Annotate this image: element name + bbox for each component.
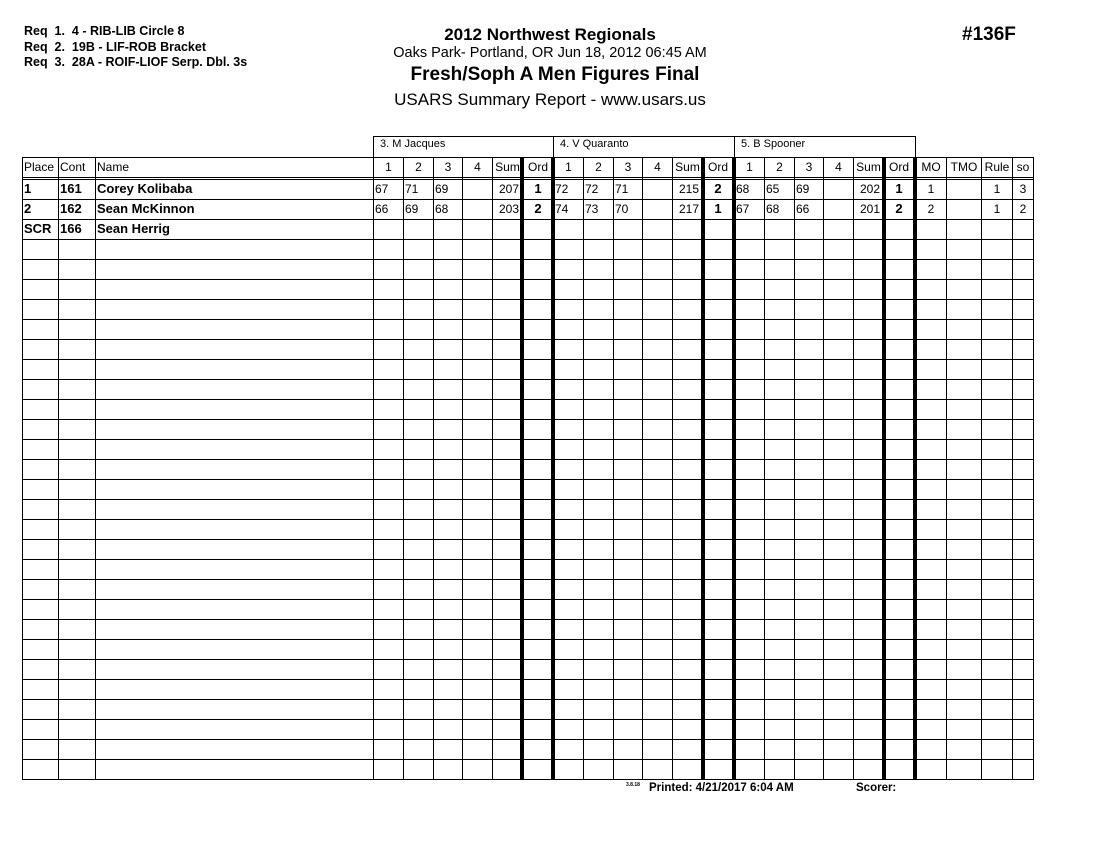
grid-line bbox=[853, 157, 854, 780]
col-header-judge3-4: 4 bbox=[474, 160, 481, 174]
col-header-name: Name bbox=[97, 160, 130, 174]
cell-j4-6 bbox=[704, 219, 732, 239]
col-header-judge4-5: Sum bbox=[675, 160, 700, 174]
cell-so: 2 bbox=[1019, 202, 1027, 216]
grid-line bbox=[403, 157, 404, 780]
requirement-1: Req 1. 4 - RIB-LIB Circle 8 bbox=[24, 24, 185, 38]
cell-j3-6: 1 bbox=[534, 181, 542, 196]
judge-header-5: 5. B Spooner bbox=[734, 136, 916, 157]
cell-j3-6: 2 bbox=[534, 201, 542, 216]
cell-j5-5 bbox=[855, 219, 882, 239]
cell-j5-3 bbox=[796, 219, 822, 239]
col-header-judge4-6: Ord bbox=[707, 160, 728, 174]
col-header-cont: Cont bbox=[60, 160, 86, 174]
cell-j5-4 bbox=[825, 179, 852, 199]
col-header-judge5-6: Ord bbox=[888, 160, 909, 174]
grid-line bbox=[492, 157, 493, 780]
cell-j5-6: 2 bbox=[895, 201, 903, 216]
cell-j5-1: 68 bbox=[736, 182, 750, 196]
cell-j4-1: 74 bbox=[555, 202, 569, 216]
grid-line bbox=[433, 157, 434, 780]
col-header-place: Place bbox=[24, 160, 55, 174]
cell-so bbox=[1014, 219, 1032, 239]
cell-j3-2 bbox=[405, 219, 432, 239]
cell-j5-5: 202 bbox=[859, 182, 880, 196]
cell-j5-1 bbox=[736, 219, 763, 239]
cell-name: Sean McKinnon bbox=[97, 201, 195, 216]
cell-j3-3 bbox=[435, 219, 461, 239]
cell-j4-3 bbox=[615, 219, 641, 239]
col-header-judge3-2: 2 bbox=[415, 160, 422, 174]
col-header-tmo: TMO bbox=[950, 160, 978, 174]
cell-j5-2: 68 bbox=[766, 202, 780, 216]
grid-line bbox=[613, 157, 614, 780]
cell-mo: 2 bbox=[927, 202, 935, 216]
cell-j3-3: 68 bbox=[435, 202, 449, 216]
cell-j5-4 bbox=[825, 219, 852, 239]
cell-cont: 166 bbox=[60, 221, 82, 236]
col-header-judge5-1: 1 bbox=[746, 160, 753, 174]
col-header-judge4-3: 3 bbox=[624, 160, 632, 174]
col-header-judge3-1: 1 bbox=[385, 160, 392, 174]
cell-place: 2 bbox=[24, 201, 32, 216]
cell-j5-3: 69 bbox=[796, 182, 810, 196]
grid-line bbox=[981, 157, 982, 780]
cell-j5-6 bbox=[885, 219, 913, 239]
grid-line bbox=[764, 157, 765, 780]
cell-j3-2: 71 bbox=[405, 182, 419, 196]
cell-j3-4 bbox=[464, 199, 491, 219]
grid-line bbox=[1012, 157, 1013, 780]
cell-j5-6: 1 bbox=[895, 181, 903, 196]
cell-j3-1 bbox=[375, 219, 402, 239]
cell-cont: 161 bbox=[60, 181, 82, 196]
grid-line bbox=[1033, 157, 1034, 780]
report-title: USARS Summary Report - www.usars.us bbox=[394, 90, 706, 109]
col-header-judge5-2: 2 bbox=[776, 160, 783, 174]
cell-rule: 1 bbox=[993, 182, 1001, 196]
col-header-rule: Rule bbox=[984, 160, 1010, 174]
cell-j4-1: 72 bbox=[555, 182, 569, 196]
judge-header-3: 3. M Jacques bbox=[373, 136, 554, 157]
cell-j5-5: 201 bbox=[859, 202, 880, 216]
grid-line-thick bbox=[882, 157, 886, 780]
cell-j3-6 bbox=[524, 219, 552, 239]
cell-j4-4 bbox=[644, 199, 671, 219]
version-label: 3.8.18 bbox=[626, 782, 640, 788]
cell-j4-2: 72 bbox=[585, 182, 599, 196]
cell-j5-4 bbox=[825, 199, 852, 219]
grid-line bbox=[672, 157, 673, 780]
cell-j3-4 bbox=[464, 219, 491, 239]
grid-line-thick bbox=[913, 157, 917, 780]
cell-j4-3: 71 bbox=[615, 182, 629, 196]
judge-header-4: 4. V Quaranto bbox=[553, 136, 735, 157]
cell-j4-2: 73 bbox=[585, 202, 599, 216]
cell-tmo bbox=[948, 179, 980, 199]
cell-j4-5 bbox=[674, 219, 701, 239]
cell-j4-1 bbox=[555, 219, 582, 239]
cell-j3-5: 203 bbox=[498, 202, 519, 216]
cell-tmo bbox=[948, 219, 980, 239]
grid-line-thick bbox=[551, 157, 555, 780]
cell-mo bbox=[917, 219, 945, 239]
cell-j3-3: 69 bbox=[435, 182, 449, 196]
cell-j3-2: 69 bbox=[405, 202, 419, 216]
col-header-so: so bbox=[1016, 160, 1030, 174]
cell-j5-1: 67 bbox=[736, 202, 750, 216]
cell-j4-6: 2 bbox=[714, 181, 722, 196]
cell-so: 3 bbox=[1019, 182, 1027, 196]
cell-j5-2: 65 bbox=[766, 182, 780, 196]
cell-tmo bbox=[948, 199, 980, 219]
grid-line bbox=[583, 157, 584, 780]
col-header-judge4-4: 4 bbox=[654, 160, 661, 174]
grid-line bbox=[946, 157, 947, 780]
cell-j4-5: 215 bbox=[678, 182, 699, 196]
grid-line bbox=[22, 157, 23, 780]
grid-line bbox=[794, 157, 795, 780]
cell-j4-4 bbox=[644, 219, 671, 239]
cell-name: Corey Kolibaba bbox=[97, 181, 193, 196]
cell-mo: 1 bbox=[927, 182, 935, 196]
cell-name: Sean Herrig bbox=[97, 221, 170, 236]
grid-line bbox=[95, 157, 96, 780]
printed-timestamp: Printed: 4/21/2017 6:04 AM bbox=[649, 782, 794, 794]
grid-line bbox=[462, 157, 463, 780]
requirement-2: Req 2. 19B - LIF-ROB Bracket bbox=[24, 39, 206, 54]
cell-j4-5: 217 bbox=[678, 202, 699, 216]
col-header-judge4-1: 1 bbox=[565, 160, 572, 174]
col-header-judge3-3: 3 bbox=[444, 160, 452, 174]
col-header-judge5-4: 4 bbox=[835, 160, 842, 174]
scorer-label: Scorer: bbox=[856, 782, 897, 794]
cell-j5-2 bbox=[766, 219, 793, 239]
cell-j3-5: 207 bbox=[498, 182, 519, 196]
cell-j3-5 bbox=[494, 219, 521, 239]
cell-place: SCR bbox=[24, 221, 52, 236]
grid-line-thick bbox=[732, 157, 736, 780]
grid-line bbox=[58, 157, 59, 780]
cell-cont: 162 bbox=[60, 201, 82, 216]
location-date: Oaks Park- Portland, OR Jun 18, 2012 06:45 AM bbox=[393, 45, 707, 61]
grid-line bbox=[373, 157, 374, 780]
col-header-mo: MO bbox=[921, 160, 941, 174]
grid-line-thick bbox=[701, 157, 705, 780]
cell-j4-6: 1 bbox=[714, 201, 722, 216]
col-header-judge3-6: Ord bbox=[527, 160, 548, 174]
cell-j3-1: 67 bbox=[375, 182, 389, 196]
col-header-judge4-2: 2 bbox=[595, 160, 602, 174]
cell-j3-4 bbox=[464, 179, 491, 199]
cell-rule: 1 bbox=[993, 202, 1001, 216]
event-number: #136F bbox=[962, 24, 1016, 45]
cell-rule bbox=[983, 219, 1011, 239]
col-header-judge5-3: 3 bbox=[805, 160, 813, 174]
event-name: Fresh/Soph A Men Figures Final bbox=[410, 64, 700, 85]
requirement-3: Req 3. 28A - ROIF-LIOF Serp. Dbl. 3s bbox=[24, 55, 248, 69]
event-title: 2012 Northwest Regionals bbox=[444, 25, 656, 44]
grid-line bbox=[823, 157, 824, 780]
requirements-list bbox=[24, 24, 247, 71]
col-header-judge5-5: Sum bbox=[856, 160, 881, 174]
cell-j4-2 bbox=[585, 219, 612, 239]
cell-j3-1: 66 bbox=[375, 202, 389, 216]
grid-line-thick bbox=[520, 157, 524, 780]
cell-place: 1 bbox=[24, 181, 32, 196]
cell-j5-3: 66 bbox=[796, 202, 810, 216]
cell-j4-4 bbox=[644, 179, 671, 199]
grid-line bbox=[642, 157, 643, 780]
col-header-judge3-5: Sum bbox=[495, 160, 520, 174]
cell-j4-3: 70 bbox=[615, 202, 629, 216]
